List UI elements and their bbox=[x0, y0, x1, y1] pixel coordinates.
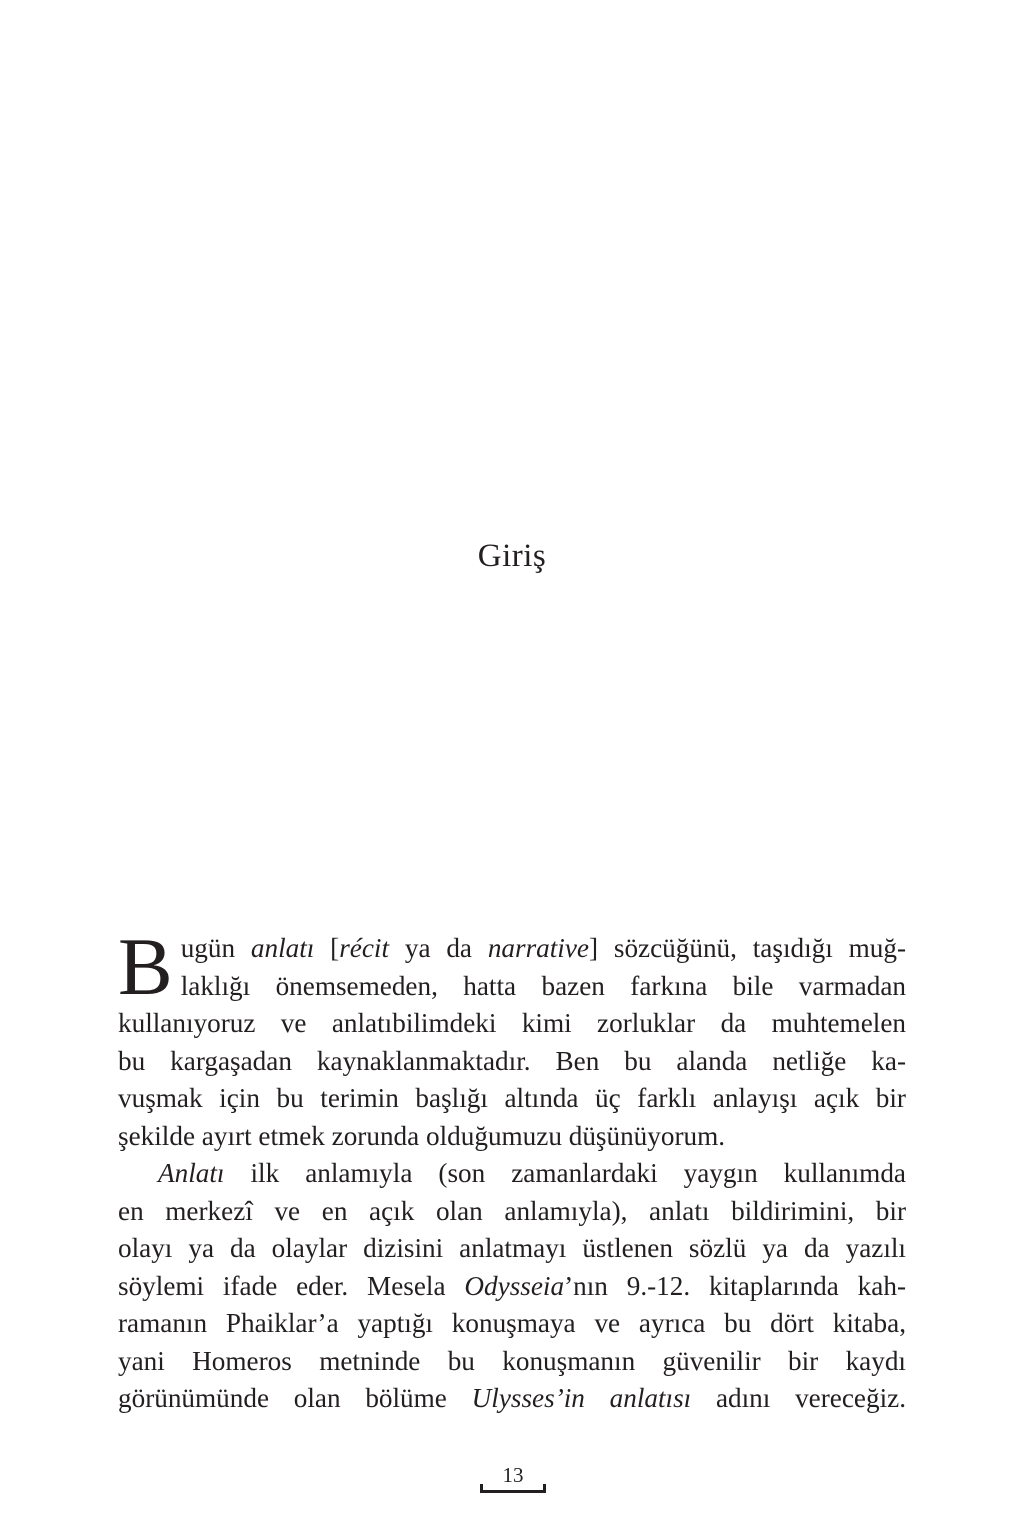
text-run: ya da bbox=[389, 933, 488, 963]
paragraph-1-line-6: şekilde ayırt etmek zorunda olduğumuzu düşünüyorum. bbox=[118, 1120, 726, 1151]
paragraph-2-line-3: olayı ya da olaylar dizisini anlatmayı üstlenen sözlü ya da yazılı bbox=[118, 1233, 906, 1263]
paragraph-2-line-7 bbox=[118, 1380, 906, 1418]
paragraph-1-line-4: bu kargaşadan kaynaklanmaktadır. Ben bu alanda netliğe ka- bbox=[118, 1045, 906, 1076]
paragraph-2-line-5: ramanın Phaiklar’a yaptığı konuşmaya ve ayrıca bu dört kitaba, bbox=[118, 1308, 906, 1338]
text-run: söylemi ifade eder. Mesela bbox=[118, 1270, 465, 1301]
italic-term: Odysseia bbox=[464, 1270, 565, 1301]
text-run: ilk anlamıyla (son zamanlardaki yaygın kullanımda bbox=[224, 1158, 906, 1188]
text-run: adını vereceğiz. bbox=[691, 1383, 906, 1413]
italic-term: anlatı bbox=[250, 933, 315, 963]
paragraph-1-line-1 bbox=[118, 930, 906, 968]
paragraph-1-line-3: kullanıyoruz ve anlatıbilimdeki kimi zorluklar da muhtemelen bbox=[118, 1008, 906, 1038]
text-run: ] sözcüğünü, taşıdığı muğ- bbox=[589, 933, 906, 963]
italic-term: récit bbox=[339, 933, 390, 963]
body-text bbox=[118, 921, 906, 1418]
paragraph-2 bbox=[118, 1155, 906, 1418]
paragraph-2-line-6: yani Homeros metninde bu konuşmanın güvenilir bir kaydı bbox=[118, 1345, 906, 1376]
italic-term: Anlatı bbox=[158, 1158, 225, 1188]
italic-term: Ulysses’in anlatısı bbox=[471, 1383, 692, 1413]
paragraph-1-line-5: vuşmak için bu terimin başlığı altında üç farklı anlayışı açık bir bbox=[118, 1083, 906, 1113]
paragraph-2-line-2: en merkezî ve en açık olan anlamıyla), anlatı bildirimini, bir bbox=[118, 1195, 906, 1226]
drop-cap: B bbox=[118, 921, 173, 1012]
text-run: görünümünde olan bölüme bbox=[118, 1383, 472, 1413]
paragraph-2-line-4 bbox=[118, 1268, 906, 1306]
paragraph-1 bbox=[118, 921, 906, 1155]
paragraph-1-line-2: laklığı önemsemeden, hatta bazen farkına bile varmadan bbox=[180, 970, 906, 1001]
text-run: ’nın 9.-12. kitaplarında kah- bbox=[564, 1270, 906, 1301]
italic-term: narrative bbox=[487, 933, 589, 963]
page-number: 13 bbox=[480, 1462, 546, 1493]
text-run: [ bbox=[314, 933, 340, 963]
text-run: ugün bbox=[180, 933, 251, 963]
paragraph-2-line-1 bbox=[118, 1155, 906, 1193]
chapter-title: Giriş bbox=[477, 538, 547, 574]
